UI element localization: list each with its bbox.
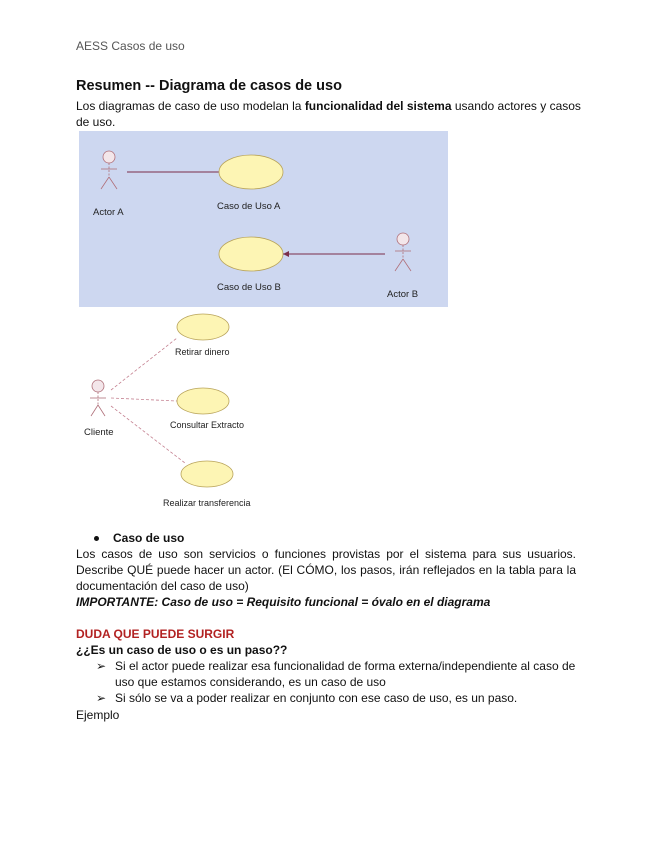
intro-text-after: usando actores y casos de uso.	[76, 99, 581, 129]
use-case-b-oval	[219, 237, 283, 271]
important-note: IMPORTANTE: Caso de uso = Requisito funcional = óvalo en el diagrama	[76, 595, 491, 609]
use-case-consultar-label: Consultar Extracto	[170, 420, 245, 430]
doubt-item	[96, 658, 576, 690]
doubt-item-text: Si el actor puede realizar esa funcionalidad de forma externa/independiente al caso de uso que estamos considerando, es un caso de uso	[115, 659, 576, 689]
intro-paragraph	[76, 98, 582, 130]
example-label: Ejemplo	[76, 708, 120, 722]
diagram-1-svg	[79, 131, 448, 307]
use-case-diagram-generic	[79, 131, 448, 307]
association-b-arrowhead	[283, 251, 289, 257]
doubt-item-text: Si sólo se va a poder realizar en conjunto con ese caso de uso, es un paso.	[115, 691, 518, 705]
page-header: AESS Casos de uso	[76, 39, 185, 53]
actor-a-figure	[101, 151, 117, 189]
cliente-actor-figure	[90, 380, 106, 416]
actor-b-label: Actor B	[387, 289, 419, 300]
use-case-a-label: Caso de Uso A	[217, 201, 281, 212]
cliente-label: Cliente	[84, 427, 114, 438]
intro-text-before: Los diagramas de caso de uso modelan la	[76, 99, 305, 113]
use-case-retirar-oval	[177, 314, 229, 340]
use-case-transferencia-oval	[181, 461, 233, 487]
description-paragraph: Los casos de uso son servicios o funciones provistas por el sistema para sus usuarios. Describe QUÉ puede hacer un actor. (El CÓMO, los pasos, irán reflejados en la tabla para la documentación del caso de uso)	[76, 547, 576, 593]
association-transferencia	[111, 406, 185, 463]
use-case-retirar-label: Retirar dinero	[175, 347, 230, 357]
use-case-transferencia-label: Realizar transferencia	[163, 498, 251, 508]
arrow-bullet-icon: ➢	[96, 659, 107, 673]
section-title: Resumen -- Diagrama de casos de uso	[76, 78, 342, 94]
use-case-b-label: Caso de Uso B	[217, 282, 281, 293]
association-consultar	[111, 398, 177, 401]
diagram-2-svg	[79, 308, 279, 513]
doubt-heading: DUDA QUE PUEDE SURGIR	[76, 627, 235, 641]
association-retirar	[111, 338, 177, 390]
doubt-question: ¿¿Es un caso de uso o es un paso??	[76, 643, 288, 657]
intro-text-bold: funcionalidad del sistema	[304, 99, 452, 113]
bullet-label: Caso de uso	[113, 531, 185, 545]
doubt-item	[96, 690, 576, 706]
arrow-bullet-icon: ➢	[96, 691, 107, 705]
bullet-caso-de-uso	[94, 531, 184, 545]
actor-b-figure	[395, 233, 411, 271]
use-case-a-oval	[219, 155, 283, 189]
bullet-dot-icon	[94, 536, 99, 541]
use-case-diagram-cliente	[79, 308, 279, 513]
use-case-consultar-oval	[177, 388, 229, 414]
actor-a-label: Actor A	[93, 207, 124, 218]
